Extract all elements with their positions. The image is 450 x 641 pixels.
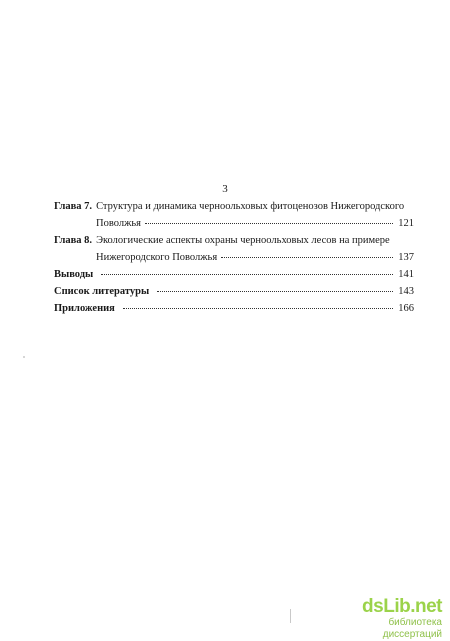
dot-leader	[157, 290, 393, 292]
toc-entry-title: Приложения	[54, 303, 115, 314]
scan-speck	[23, 356, 25, 358]
toc-page-number: 166	[398, 303, 414, 314]
toc-entry-title: Выводы	[54, 269, 94, 280]
toc-entry-references[interactable]	[54, 283, 414, 300]
toc-page-number: 121	[398, 218, 414, 229]
toc-chapter-label: Глава 7.	[54, 201, 93, 212]
toc-entry-conclusions[interactable]	[54, 266, 414, 283]
toc-entry-title-cont: Поволжья	[96, 218, 141, 229]
watermark[interactable]	[342, 596, 442, 640]
toc-page-number: 141	[398, 269, 414, 280]
dot-leader	[221, 256, 393, 258]
toc-page-number: 137	[398, 252, 414, 263]
watermark-logo: dsLib.net	[362, 596, 442, 617]
watermark-subtitle: библиотека диссертаций	[382, 617, 442, 640]
table-of-contents	[54, 198, 414, 317]
scan-speck	[290, 609, 291, 623]
dot-leader	[145, 222, 393, 224]
toc-page-number: 143	[398, 286, 414, 297]
toc-entry-title: Структура и динамика черноольховых фитоценозов Нижегородского	[96, 201, 405, 212]
dot-leader	[101, 273, 393, 275]
toc-entry-title: Экологические аспекты охраны черноольховых лесов на примере	[96, 235, 390, 246]
toc-entry-chapter-7[interactable]	[54, 198, 414, 215]
page-number: 3	[222, 183, 228, 195]
toc-entry-chapter-8[interactable]	[54, 232, 414, 249]
toc-entry-title: Список литературы	[54, 286, 150, 297]
toc-entry-chapter-8-cont[interactable]	[54, 249, 414, 266]
toc-chapter-label: Глава 8.	[54, 235, 93, 246]
toc-entry-title-cont: Нижегородского Поволжья	[96, 252, 218, 263]
toc-entry-appendices[interactable]	[54, 300, 414, 317]
toc-entry-chapter-7-cont[interactable]	[54, 215, 414, 232]
dot-leader	[123, 307, 393, 309]
